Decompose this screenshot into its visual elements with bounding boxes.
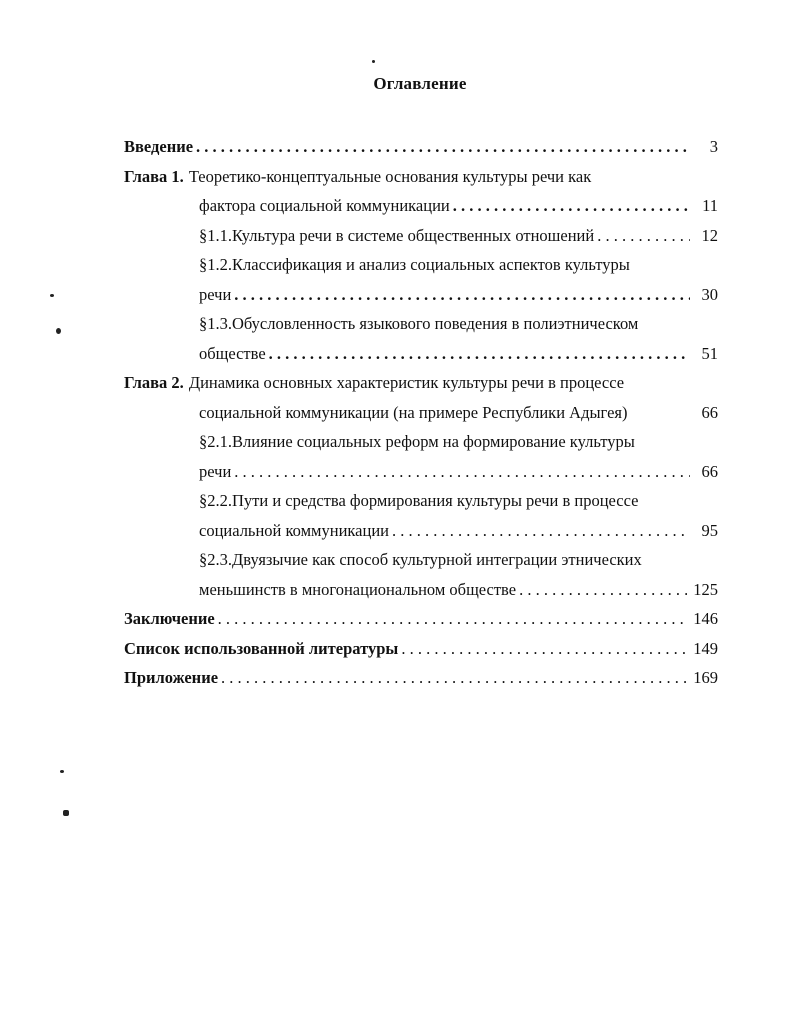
section-title-cont: речи <box>199 461 232 481</box>
section-title-cont: речи <box>199 284 232 304</box>
toc-page-number: 51 <box>701 343 718 363</box>
dot-leader <box>597 221 690 251</box>
page-title: Оглавление <box>373 74 467 93</box>
toc-page-number: 11 <box>702 196 718 215</box>
toc-entry-section-1-2-cont <box>124 280 718 310</box>
toc-entry-conclusion <box>124 604 718 634</box>
toc-page-number: 66 <box>701 402 718 422</box>
toc-entry-chapter-2-cont <box>124 398 718 428</box>
toc-entry-section-2-2-cont <box>124 516 718 546</box>
toc-page-number: 146 <box>693 609 718 628</box>
toc-entry-section-1-1 <box>124 221 718 251</box>
toc-page-number: 169 <box>693 668 718 687</box>
scan-speck <box>63 810 69 816</box>
dot-leader <box>234 280 690 310</box>
chapter-title: Теоретико-концептуальные основания культуры речи как <box>188 166 592 186</box>
toc-label: Введение <box>124 137 194 156</box>
chapter-label: Глава 1. <box>124 166 184 186</box>
dot-leader <box>234 457 690 487</box>
scan-speck <box>56 328 61 334</box>
section-title: §1.1.Культура речи в системе общественных отношений <box>199 225 595 245</box>
toc-entry-intro <box>124 132 718 162</box>
section-title: §2.2.Пути и средства формирования культуры речи в процессе <box>199 491 639 510</box>
toc-label: Список использованной литературы <box>124 638 399 658</box>
section-title-cont: социальной коммуникации <box>199 520 389 540</box>
chapter-label: Глава 2. <box>124 373 184 392</box>
toc-entry-appendix <box>124 663 718 693</box>
toc-entry-section-2-3-cont <box>124 575 718 605</box>
scan-speck <box>372 60 375 63</box>
toc-entry-section-2-1 <box>124 427 718 457</box>
toc-entry-section-2-2 <box>124 486 718 516</box>
toc-entry-section-1-2 <box>124 250 718 280</box>
toc-entry-section-1-3-cont <box>124 339 718 369</box>
toc-entry-chapter-2 <box>124 368 718 398</box>
section-title: §2.3.Двуязычие как способ культурной интеграции этнических <box>199 550 642 569</box>
section-title-cont: меньшинств в многонациональном обществе <box>199 579 517 599</box>
toc-entry-section-2-3 <box>124 545 718 575</box>
dot-leader <box>401 634 687 664</box>
toc-entry-section-2-1-cont <box>124 457 718 487</box>
toc-page-number: 125 <box>693 579 718 599</box>
toc-page-number: 149 <box>693 638 718 658</box>
dot-leader <box>519 575 687 605</box>
section-title-cont: обществе <box>199 343 266 363</box>
toc-label: Заключение <box>124 609 215 628</box>
dot-leader <box>392 516 690 546</box>
toc-label: Приложение <box>124 668 219 687</box>
toc-page-number: 95 <box>701 520 718 540</box>
toc-page-number: 3 <box>709 137 718 156</box>
section-title: §2.1.Влияние социальных реформ на формирование культуры <box>199 432 635 451</box>
toc-entry-references <box>124 634 718 664</box>
section-title: §1.2.Классификация и анализ социальных аспектов культуры <box>199 255 630 274</box>
dot-leader <box>269 339 690 369</box>
table-of-contents <box>124 132 718 693</box>
toc-page-number: 66 <box>701 461 718 481</box>
dot-leader <box>218 604 688 634</box>
scan-speck <box>60 770 64 773</box>
chapter-title-cont: социальной коммуникации (на примере Республики Адыгея) <box>199 402 628 422</box>
dot-leader <box>453 191 690 221</box>
dot-leader <box>221 663 687 693</box>
toc-page-number: 12 <box>701 225 718 245</box>
section-title: §1.3.Обусловленность языкового поведения в полиэтническом <box>199 314 639 333</box>
chapter-title: Динамика основных характеристик культуры речи в процессе <box>188 373 625 392</box>
scan-speck <box>50 294 54 297</box>
dot-leader <box>196 132 690 162</box>
toc-entry-chapter-1-cont <box>124 191 718 221</box>
chapter-title-cont: фактора социальной коммуникации <box>199 196 450 215</box>
toc-page-number: 30 <box>701 284 718 304</box>
toc-entry-chapter-1 <box>124 162 718 192</box>
toc-entry-section-1-3 <box>124 309 718 339</box>
